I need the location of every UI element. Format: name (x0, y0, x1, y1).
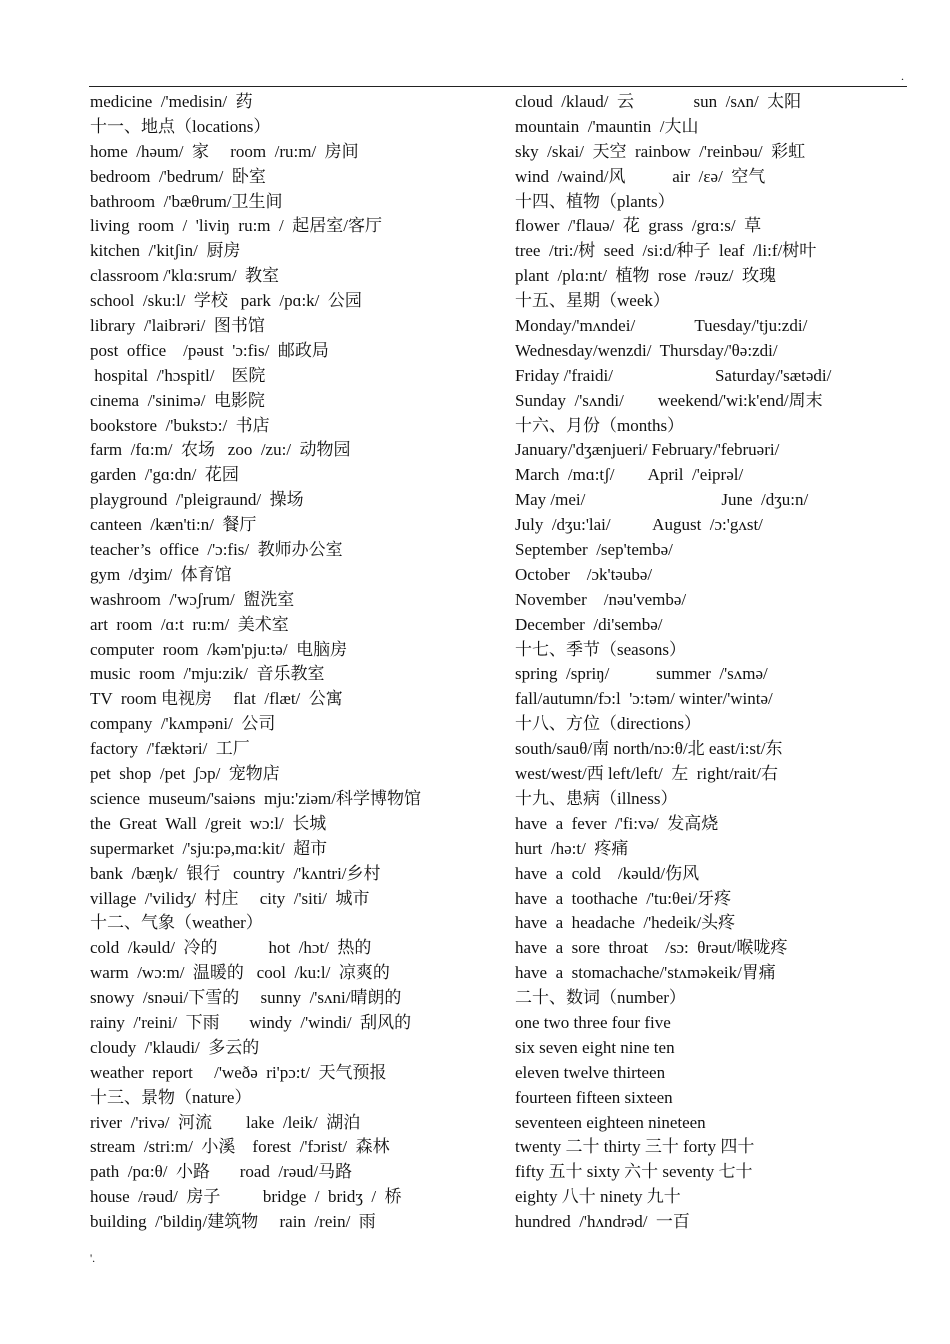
vocab-line: village /'vilidʒ/ 村庄 city /'siti/ 城市 (90, 888, 370, 908)
vocab-line: have a stomachache/'stʌməkeik/胃痛 (515, 963, 776, 983)
vocab-line: December /di'sembə/ (515, 614, 663, 634)
vocab-line: teacher’s office /'ɔ:fis/ 教师办公室 (90, 540, 343, 560)
vocab-line: Friday /'fraidi/ Saturday/'sætədi/ (515, 365, 832, 385)
vocab-line: house /rəud/ 房子 bridge / bridʒ / 桥 (90, 1187, 402, 1207)
right-column (515, 90, 905, 1235)
vocab-line: January/'dʒænjueri/ February/'februəri/ (515, 440, 780, 460)
vocab-line: 十三、景物（nature） (90, 1087, 252, 1107)
vocab-line: 十六、月份（months） (515, 415, 685, 435)
vocab-line: tree /tri:/树 seed /si:d/种子 leaf /li:f/树叶 (515, 241, 817, 261)
vocab-line: bathroom /'bæθrum/卫生间 (90, 191, 283, 211)
vocab-line: November /nəu'vembə/ (515, 589, 687, 609)
vocab-line: kitchen /'kitʃin/ 厨房 (90, 241, 241, 261)
vocab-line: supermarket /'sju:pə,mɑ:kit/ 超市 (90, 838, 328, 858)
vocab-line: hurt /hə:t/ 疼痛 (515, 838, 629, 858)
vocab-line: south/sauθ/南 north/nɔ:θ/北 east/i:st/东 (515, 739, 783, 759)
vocab-line: library /'laibrəri/ 图书馆 (90, 316, 265, 336)
vocab-line: bookstore /'bukstɔ:/ 书店 (90, 415, 270, 435)
vocab-line: six seven eight nine ten (515, 1037, 675, 1057)
vocab-line: snowy /snəui/下雪的 sunny /'sʌni/晴朗的 (90, 988, 402, 1008)
vocab-line: spring /spriŋ/ summer /'sʌmə/ (515, 664, 768, 684)
vocab-line: cloud /klaud/ 云 sun /sʌn/ 太阳 (515, 92, 802, 111)
vocab-line: playground /'pleigraund/ 操场 (90, 490, 304, 510)
vocab-line: fifty 五十 sixty 六十 seventy 七十 (515, 1162, 753, 1182)
vocab-line: Sunday /'sʌndi/ weekend/'wi:k'end/周末 (515, 390, 823, 410)
vocab-line: west/west/西 left/left/ 左 right/rait/右 (515, 764, 778, 784)
vocab-line: farm /fɑ:m/ 农场 zoo /zu:/ 动物园 (90, 440, 351, 460)
vocab-line: river /'rivə/ 河流 lake /leik/ 湖泊 (90, 1112, 361, 1132)
vocab-line: living room / 'liviŋ ru:m / 起居室/客厅 (90, 216, 382, 236)
corner-mark-top-right: . (901, 69, 904, 83)
vocab-line: cinema /'sinimə/ 电影院 (90, 390, 265, 410)
vocab-line: the Great Wall /greit wɔ:l/ 长城 (90, 813, 327, 833)
vocab-line: Wednesday/wenzdi/ Thursday/'θə:zdi/ (515, 340, 778, 360)
vocab-line: gym /dʒim/ 体育馆 (90, 564, 232, 584)
vocab-line: home /həum/ 家 room /ru:m/ 房间 (90, 141, 359, 161)
vocab-line: music room /'mju:zik/ 音乐教室 (90, 664, 325, 684)
vocab-line: one two three four five (515, 1012, 671, 1032)
vocab-line: have a cold /kəuld/伤风 (515, 863, 700, 883)
vocab-line: canteen /kæn'ti:n/ 餐厅 (90, 515, 257, 535)
vocab-line: building /'bildiŋ/建筑物 rain /rein/ 雨 (90, 1212, 376, 1232)
vocab-line: sky /skai/ 天空 rainbow /'reinbəu/ 彩虹 (515, 141, 806, 161)
vocab-line: bedroom /'bedrum/ 卧室 (90, 166, 266, 186)
vocab-line: garden /'gɑ:dn/ 花园 (90, 465, 239, 485)
vocab-line: rainy /'reini/ 下雨 windy /'windi/ 刮风的 (90, 1012, 412, 1032)
vocab-line: factory /'fæktəri/ 工厂 (90, 739, 250, 759)
vocab-line: weather report /'weðə ri'pɔ:t/ 天气预报 (90, 1062, 387, 1082)
vocab-line: fall/autumn/fɔ:l 'ɔ:təm/ winter/'wintə/ (515, 689, 773, 709)
vocab-line: TV room 电视房 flat /flæt/ 公寓 (90, 689, 343, 709)
vocab-line: have a toothache /'tu:θei/牙疼 (515, 888, 732, 908)
vocab-line: stream /stri:m/ 小溪 forest /'fɔrist/ 森林 (90, 1137, 390, 1157)
vocab-line: 十八、方位（directions） (515, 714, 702, 734)
vocab-line: 十七、季节（seasons） (515, 639, 686, 659)
vocab-line: 十九、患病（illness） (515, 788, 678, 808)
vocab-line: July /dʒu:'lai/ August /ɔ:'gʌst/ (515, 515, 763, 535)
vocab-line: cloudy /'klaudi/ 多云的 (90, 1037, 260, 1057)
vocab-line: 十四、植物（plants） (515, 191, 675, 211)
vocab-line: company /'kʌmpəni/ 公司 (90, 714, 276, 734)
vocab-line: fourteen fifteen sixteen (515, 1087, 673, 1107)
vocab-line: eleven twelve thirteen (515, 1062, 666, 1082)
vocab-line: 十五、星期（week） (515, 291, 670, 311)
vocab-line: May /mei/ June /dʒu:n/ (515, 490, 809, 510)
vocab-line: 二十、数词（number） (515, 988, 686, 1008)
vocab-line: science museum/'saiəns mju:'ziəm/科学博物馆 (90, 788, 421, 808)
vocab-line: computer room /kəm'pju:tə/ 电脑房 (90, 639, 348, 659)
vocab-line: have a fever /'fi:və/ 发高烧 (515, 813, 719, 833)
vocab-line: eighty 八十 ninety 九十 (515, 1187, 681, 1207)
vocab-line: October /ɔk'təubə/ (515, 564, 653, 584)
vocab-line: seventeen eighteen nineteen (515, 1112, 706, 1132)
vocab-line: 十二、气象（weather） (90, 913, 263, 933)
vocab-line: bank /bæŋk/ 银行 country /'kʌntri/乡村 (90, 863, 381, 883)
vocab-line: hundred /'hʌndrəd/ 一百 (515, 1212, 690, 1232)
vocab-line: mountain /'mauntin /大山 (515, 116, 699, 136)
vocab-line: wind /waind/风 air /εə/ 空气 (515, 166, 766, 186)
vocab-line: hospital /'hɔspitl/ 医院 (90, 365, 266, 385)
vocab-line: post office /pəust 'ɔ:fis/ 邮政局 (90, 340, 329, 360)
vocab-line: September /sep'tembə/ (515, 540, 673, 560)
vocab-line: cold /kəuld/ 冷的 hot /hɔt/ 热的 (90, 938, 372, 958)
vocab-line: school /sku:l/ 学校 park /pɑ:k/ 公园 (90, 291, 362, 311)
vocab-line: washroom /'wɔʃrum/ 盥洗室 (90, 589, 295, 609)
vocab-line: Monday/'mʌndei/ Tuesday/'tju:zdi/ (515, 316, 808, 336)
vocab-line: pet shop /pet ʃɔp/ 宠物店 (90, 764, 280, 784)
vocab-line: classroom /'klɑ:srum/ 教室 (90, 266, 280, 286)
vocab-line: have a sore throat /sɔ: θrəut/喉咙疼 (515, 938, 788, 958)
vocab-line: art room /ɑ:t ru:m/ 美术室 (90, 614, 289, 634)
vocab-line: medicine /'medisin/ 药 (90, 92, 253, 111)
vocab-line: path /pɑ:θ/ 小路 road /rəud/马路 (90, 1162, 353, 1182)
vocab-line: have a headache /'hedeik/头疼 (515, 913, 736, 933)
left-column (90, 90, 500, 1235)
vocab-line: twenty 二十 thirty 三十 forty 四十 (515, 1137, 755, 1157)
vocab-line: plant /plɑ:nt/ 植物 rose /rəuz/ 玫瑰 (515, 266, 777, 286)
vocab-line: flower /'flauə/ 花 grass /grɑ:s/ 草 (515, 216, 762, 236)
vocab-line: 十一、地点（locations） (90, 116, 271, 136)
header-rule (89, 86, 907, 87)
corner-mark-bottom-left: '. (90, 1251, 96, 1265)
vocab-line: warm /wɔ:m/ 温暖的 cool /ku:l/ 凉爽的 (90, 963, 390, 983)
vocab-line: March /mɑ:tʃ/ April /'eiprəl/ (515, 465, 744, 485)
